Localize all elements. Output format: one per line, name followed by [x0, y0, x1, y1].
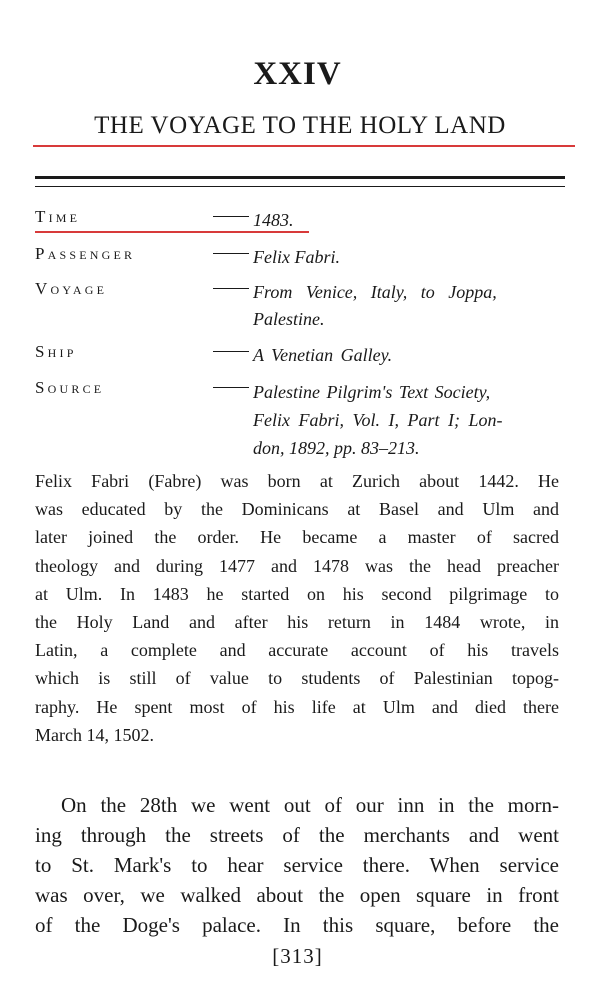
em-dash-rule: [213, 387, 249, 388]
body-line: ing through the streets of the merchants and went: [35, 823, 559, 847]
intro-line: Latin, a complete and accurate account of his travels: [35, 640, 559, 661]
page-number: [313]: [272, 944, 323, 968]
double-rule-thin: [35, 186, 565, 187]
em-dash-rule: [213, 216, 249, 217]
intro-line: raphy. He spent most of his life at Ulm and died there: [35, 696, 559, 717]
em-dash-rule: [213, 253, 249, 254]
detail-value: [253, 342, 565, 369]
detail-label: Source: [35, 378, 105, 397]
intro-line: was educated by the Dominicans at Basel and Ulm and: [35, 499, 559, 520]
intro-line: March 14, 1502.: [35, 724, 154, 745]
detail-value-line: From Venice, Italy, to Joppa,: [253, 282, 497, 302]
detail-label: Ship: [35, 342, 77, 361]
time-red-underline: [35, 231, 309, 233]
intro-paragraph: [35, 467, 559, 749]
detail-label: Passenger: [35, 244, 136, 263]
intro-line: theology and during 1477 and 1478 was the head preacher: [35, 555, 559, 576]
detail-value: [253, 244, 565, 271]
detail-label: Voyage: [35, 279, 108, 298]
chapter-title: THE VOYAGE TO THE HOLY LAND: [94, 112, 506, 139]
detail-value-line: don, 1892, pp. 83–213.: [253, 438, 420, 458]
body-line: of the Doge's palace. In this square, before the: [35, 913, 559, 937]
detail-value-line: Felix Fabri.: [253, 247, 340, 267]
body-paragraph: [35, 790, 559, 940]
intro-line: which is still of value to students of Palestinian topog-: [35, 668, 559, 689]
title-red-underline: [33, 145, 575, 147]
chapter-number: XXIV: [253, 56, 342, 92]
detail-value-line: Palestine Pilgrim's Text Society,: [253, 382, 491, 402]
double-rule-thick: [35, 176, 565, 179]
detail-value-line: Felix Fabri, Vol. I, Part I; Lon-: [253, 410, 503, 430]
detail-value: [253, 279, 565, 333]
body-line: was over, we walked about the open square in front: [35, 883, 559, 907]
intro-line: the Holy Land and after his return in 1484 wrote, in: [35, 612, 559, 633]
detail-label: Time: [35, 207, 81, 226]
body-line: On the 28th we went out of our inn in the morn-: [61, 793, 559, 817]
detail-value: [253, 207, 565, 234]
detail-value: [253, 378, 565, 462]
intro-line: at Ulm. In 1483 he started on his second pilgrimage to: [35, 583, 559, 604]
detail-value-line: A Venetian Galley.: [253, 345, 393, 365]
body-line: to St. Mark's to hear service there. When service: [35, 853, 559, 877]
em-dash-rule: [213, 351, 249, 352]
intro-line: later joined the order. He became a master of sacred: [35, 527, 559, 548]
em-dash-rule: [213, 288, 249, 289]
detail-value-line: Palestine.: [253, 309, 325, 329]
intro-line: Felix Fabri (Fabre) was born at Zurich about 1442. He: [35, 471, 559, 491]
detail-value-line: 1483.: [253, 210, 294, 230]
